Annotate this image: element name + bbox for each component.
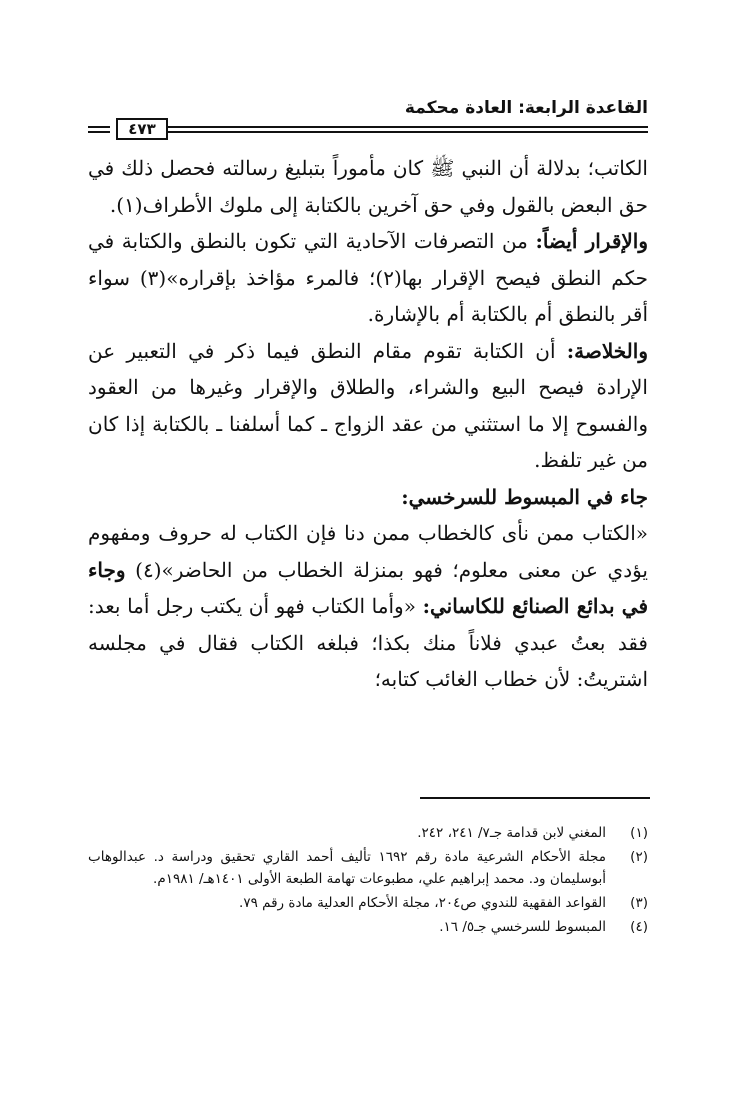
section-heading: جاء في المبسوط للسرخسي:	[401, 484, 648, 509]
paragraph-text: من التصرفات الآحادية التي تكون بالنطق والكتابة في حكم النطق فيصح الإقرار بها(٢)؛ فالمرء مؤاخذ بإقراره»(٣) سواء أقر بالنطق أم بالكتابة أم بالإشارة.	[88, 229, 648, 326]
footnote-separator	[420, 797, 650, 799]
page-number: ٤٧٣	[116, 118, 168, 140]
footnote	[88, 892, 648, 914]
footnote-number: (٢)	[630, 849, 648, 865]
paragraph-text: أن الكتابة تقوم مقام النطق فيما ذكر في التعبير عن الإرادة فيصح البيع والشراء، والطلاق والإقرار وغيرها من العقود والفسوح إلا ما استثني من عقد الزواج ـ كما أسلفنا ـ بالكتابة إذا كان من غير تلفظ.	[88, 338, 648, 472]
running-title: القاعدة الرابعة: العادة محكمة	[404, 98, 648, 118]
paragraph	[88, 223, 648, 333]
paragraph-text: «وأما الكتاب فهو أن يكتب رجل أما بعد: فقد بعتُ عبدي فلاناً منك بكذا؛ فبلغه الكتاب فقال في مجلسه اشتريتُ: لأن خطاب الغائب كتابه؛	[88, 594, 648, 691]
paragraph-lead: والإقرار أيضاً:	[535, 229, 648, 253]
paragraph	[88, 515, 648, 698]
footnotes	[88, 822, 648, 940]
footnote	[88, 822, 648, 844]
header-rule	[166, 131, 648, 133]
footnote-text: مجلة الأحكام الشرعية مادة رقم ١٦٩٢ تأليف أحمد القاري تحقيق ودراسة د. عبدالوهاب أبوسليمان ود. محمد إبراهيم علي، مطبوعات تهامة الطبعة الأولى ١٤٠١هـ/ ١٩٨١م.	[88, 849, 606, 887]
footnote-text: القواعد الفقهية للندوي ص٢٠٤، مجلة الأحكام العدلية مادة رقم ٧٩.	[239, 895, 606, 911]
paragraph-text: «الكتاب ممن نأى كالخطاب ممن دنا فإن الكتاب له حروف ومفهوم يؤدي عن معنى معلوم؛ فهو بمنزلة الخطاب من الحاضر»(٤)	[88, 521, 648, 582]
paragraph: الكاتب؛ بدلالة أن النبي ﷺ كان مأموراً بتبليغ رسالته فحصل ذلك في حق البعض بالقول وفي حق آخرين بالكتابة إلى ملوك الأطراف(١).	[88, 156, 648, 217]
paragraph-lead: والخلاصة:	[566, 338, 648, 363]
paragraph	[88, 333, 648, 479]
header-dash	[88, 126, 110, 128]
page-header	[88, 98, 648, 138]
footnote	[88, 846, 648, 890]
footnote-number: (١)	[630, 825, 648, 841]
paragraph-lead: وجاء في بدائع الصنائع للكاساني:	[88, 557, 649, 618]
footnote-text: المغني لابن قدامة جـ٧/ ٢٤١، ٢٤٢.	[417, 825, 606, 841]
header-rule	[166, 126, 648, 128]
footnote-number: (٤)	[630, 919, 648, 935]
main-text	[88, 150, 648, 698]
footnote	[88, 916, 648, 938]
header-dash	[88, 131, 110, 133]
footnote-text: المبسوط للسرخسي جـ٥/ ١٦.	[439, 919, 606, 935]
footnote-number: (٣)	[630, 895, 648, 911]
